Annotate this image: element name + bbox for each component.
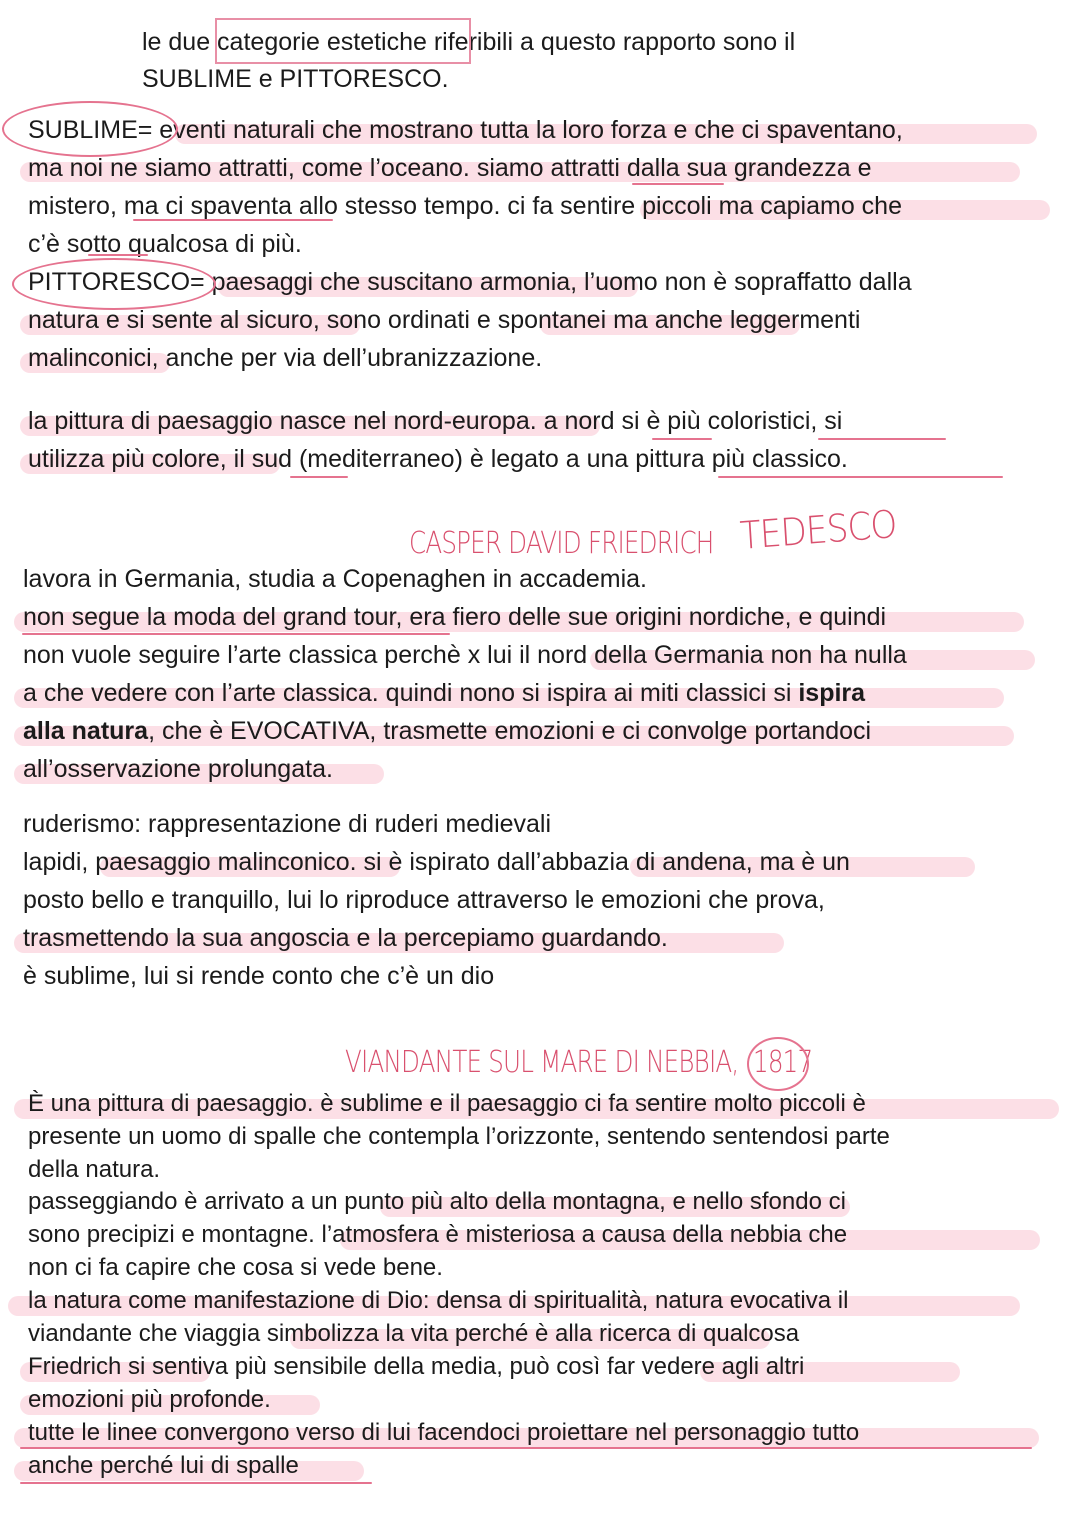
ruderismo-line-5: è sublime, lui si rende conto che c’è un dio: [23, 962, 495, 990]
sublime-circle: [2, 101, 178, 157]
friedrich-line-2: non segue la moda del grand tour, era fiero delle sue origini nordiche, e quindi: [23, 603, 887, 631]
alla-natura-bold: alla natura: [23, 717, 149, 745]
underline: [20, 1447, 1032, 1449]
paesaggio-line-2: utilizza più colore, il sud (mediterraneo) è legato a una pittura più classico.: [28, 445, 848, 473]
viandante-line-9: Friedrich si sentiva più sensibile della media, può così far vedere agli altri: [28, 1353, 805, 1380]
viandante-line-10: emozioni più profonde.: [28, 1386, 271, 1413]
viandante-line-12: anche perché lui di spalle: [28, 1452, 299, 1479]
intro-line-1: le due categorie estetiche riferibili a questo rapporto sono il: [142, 28, 796, 56]
underline: [632, 183, 724, 185]
ruderismo-line-4: trasmettendo la sua angoscia e la percepiamo guardando.: [23, 924, 668, 952]
viandante-year: 1817: [753, 1045, 813, 1080]
pittoresco-line-1: PITTORESCO= paesaggi che suscitano armonia, l’uomo non è sopraffatto dalla: [28, 268, 912, 296]
categorie-estetiche-box: [215, 18, 471, 64]
friedrich-tag: TEDESCO: [738, 501, 898, 558]
pittoresco-line-2: natura e si sente al sicuro, sono ordinati e spontanei ma anche leggermenti: [28, 306, 861, 334]
friedrich-line-3: non vuole seguire l’arte classica perchè x lui il nord della Germania non ha nulla: [23, 641, 907, 669]
friedrich-line-5-text: , che è EVOCATIVA, trasmette emozioni e ci convolge portandoci: [148, 717, 872, 745]
viandante-line-7: la natura come manifestazione di Dio: densa di spiritualità, natura evocativa il: [28, 1287, 849, 1314]
intro-line-2: SUBLIME e PITTORESCO.: [142, 65, 449, 93]
friedrich-title: CASPER DAVID FRIEDRICH: [409, 526, 714, 561]
year-circle: [747, 1037, 809, 1091]
viandante-line-3: della natura.: [28, 1156, 161, 1183]
underline: [290, 476, 348, 478]
viandante-line-1: È una pittura di paesaggio. è sublime e il paesaggio ci fa sentire molto piccoli è: [28, 1090, 866, 1117]
friedrich-line-4: [23, 678, 865, 708]
friedrich-line-5: [23, 716, 871, 746]
friedrich-line-1: lavora in Germania, studia a Copenaghen in accademia.: [23, 565, 647, 593]
ruderismo-line-2: lapidi, paesaggio malinconico. si è ispirato dall’abbazia di andena, ma è un: [23, 848, 850, 876]
pittoresco-circle: [12, 258, 216, 310]
sublime-line-4: c’è sotto qualcosa di più.: [28, 230, 302, 258]
paesaggio-line-1: la pittura di paesaggio nasce nel nord-europa. a nord si è più coloristici, si: [28, 407, 843, 435]
underline: [718, 476, 1003, 478]
viandante-line-8: viandante che viaggia simbolizza la vita perché è alla ricerca di qualcosa: [28, 1320, 800, 1347]
sublime-line-3: mistero, ma ci spaventa allo stesso tempo. ci fa sentire piccoli ma capiamo che: [28, 192, 902, 220]
underline: [652, 438, 712, 440]
underline: [22, 633, 450, 635]
underline: [133, 219, 333, 221]
friedrich-line-4-text: a che vedere con l’arte classica. quindi nono si ispira ai miti classici si: [23, 679, 792, 707]
viandante-line-5: sono precipizi e montagne. l’atmosfera è misteriosa a causa della nebbia che: [28, 1221, 848, 1248]
viandante-line-11: tutte le linee convergono verso di lui facendoci proiettare nel personaggio tutto: [28, 1419, 860, 1446]
ruderismo-line-3: posto bello e tranquillo, lui lo riproduce attraverso le emozioni che prova,: [23, 886, 825, 914]
viandante-line-6: non ci fa capire che cosa si vede bene.: [28, 1254, 443, 1281]
viandante-line-2: presente un uomo di spalle che contempla l’orizzonte, sentendo sentendosi parte: [28, 1123, 890, 1150]
underline: [20, 1482, 372, 1484]
underline: [88, 254, 148, 256]
friedrich-line-6: all’osservazione prolungata.: [23, 755, 333, 783]
viandante-line-4: passeggiando è arrivato a un punto più alto della montagna, e nello sfondo ci: [28, 1188, 846, 1215]
sublime-line-1: SUBLIME= eventi naturali che mostrano tutta la loro forza e che ci spaventano,: [28, 116, 903, 144]
viandante-title: VIANDANTE SUL MARE DI NEBBIA,: [345, 1045, 739, 1080]
pittoresco-line-3: malinconici, anche per via dell’ubranizzazione.: [28, 344, 543, 372]
sublime-line-2: ma noi ne siamo attratti, come l’oceano. siamo attratti dalla sua grandezza e: [28, 154, 872, 182]
underline: [818, 438, 946, 440]
ruderismo-line-1: ruderismo: rappresentazione di ruderi medievali: [23, 810, 552, 838]
ispira-bold: ispira: [798, 679, 866, 707]
